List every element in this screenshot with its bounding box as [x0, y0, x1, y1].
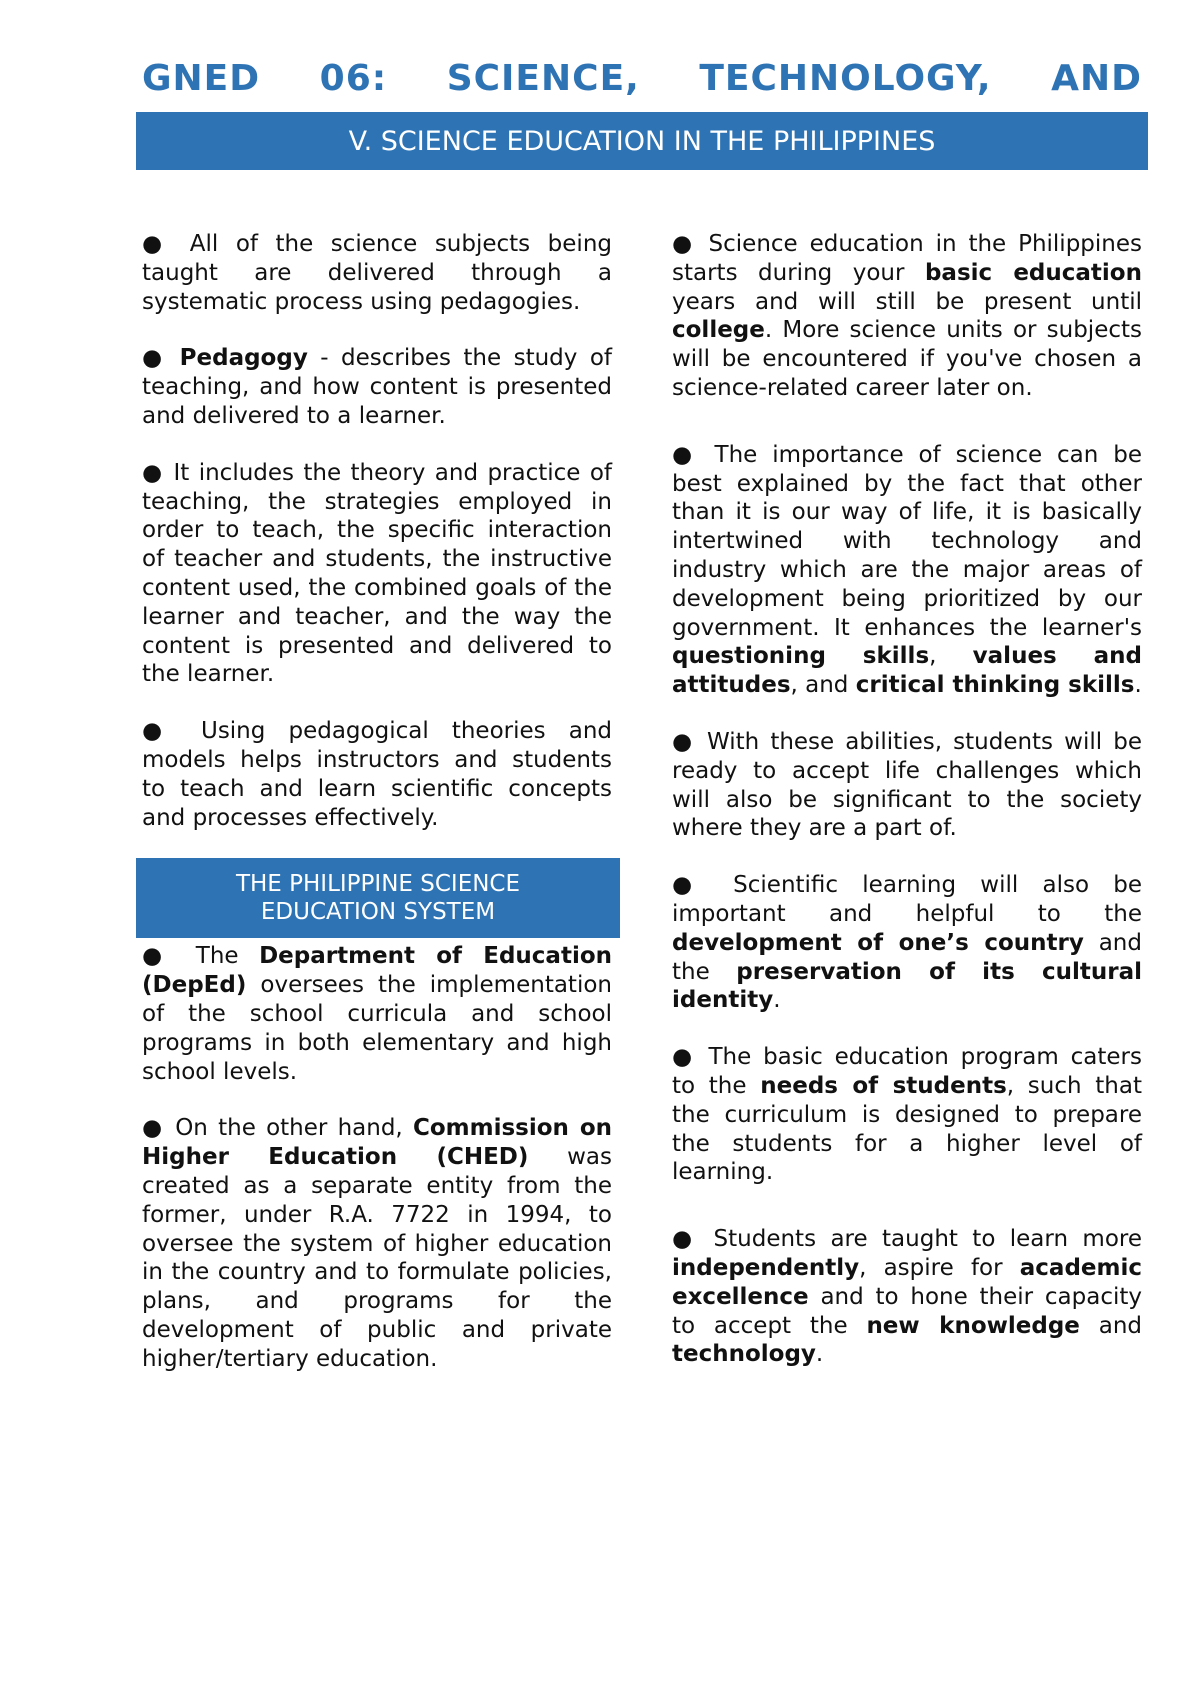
paragraph-students-taught: [672, 1225, 1142, 1369]
left-column: [142, 230, 612, 1374]
paragraph-basic-education-program: [672, 1043, 1142, 1187]
paragraph-pedagogy-includes: ● It includes the theory and practice of teaching, the strategies employed in order to teach, the specific interaction of teacher and students, the instructive content used, the combined goals of the learner and teacher, and the way the content is presented and delivered to the learner.: [142, 459, 612, 688]
text: . More science units or subjects will be encountered if you've chosen a science-related career later on.: [672, 317, 1142, 401]
section-heading-banner: [136, 112, 1148, 170]
term-ched: Commission on Higher Education (CHED): [142, 1115, 612, 1171]
term-needs-of-students: needs of students: [760, 1072, 1007, 1099]
text: ● Scientific learning will also be important and helpful to the: [672, 872, 1142, 927]
term-questioning-skills: questioning skills: [672, 643, 930, 670]
text: - describes the study of teaching, and how content is presented and delivered to a learner.: [142, 345, 613, 429]
text: ● The importance of science can be best explained by the fact that other than it is our way of life, it is basically intertwined with technology and industry which are the major areas of development being prioritized by our government. It enhances the learner's: [672, 441, 1142, 641]
paragraph-deped: [142, 942, 612, 1086]
title-word: TECHNOLOGY,: [699, 58, 992, 99]
paragraph-importance-of-science: [672, 441, 1142, 700]
paragraph-science-education-start: [672, 230, 1142, 403]
paragraph-pedagogy-definition: [142, 344, 612, 430]
term-development: development of one’s country: [672, 929, 1084, 956]
title-word: SCIENCE,: [446, 58, 640, 99]
document-title: [142, 58, 1142, 110]
subheading-line: EDUCATION SYSTEM: [260, 899, 496, 926]
text: was created as a separate entity from the former, under R.A. 7722 in 1994, to oversee the system of higher education in the country and to formulate policies, plans, and programs for the development of public and private higher/tertiary education.: [142, 1144, 613, 1372]
text: , such that the curriculum is designed to prepare the students for a higher level of learning.: [672, 1072, 1142, 1186]
section-heading: V. SCIENCE EDUCATION IN THE PHILIPPINES: [348, 125, 936, 157]
text: ● Students are taught to learn more: [672, 1226, 1142, 1253]
text: and the: [672, 929, 1142, 985]
text: ● The: [142, 943, 260, 970]
paragraph-pedagogical-theories: ● Using pedagogical theories and models helps instructors and students to teach and learn scientific concepts and processes effectively.: [142, 718, 612, 831]
text: .: [815, 1341, 824, 1368]
term-pedagogy: Pedagogy: [179, 345, 308, 372]
term-independently: independently: [672, 1254, 860, 1281]
term-critical-thinking: critical thinking skills: [855, 672, 1135, 699]
text: , and: [790, 672, 856, 699]
title-word: 06:: [319, 58, 388, 99]
subheading-banner: [136, 858, 620, 938]
paragraph-life-challenges: ● With these abilities, students will be ready to accept life challenges which will also be significant to the society where they are a part of.: [672, 728, 1142, 842]
text: ● The basic education program caters to the: [672, 1044, 1142, 1099]
term-academic-excellence: academic excellence: [672, 1254, 1142, 1310]
title-word: AND: [1051, 58, 1142, 99]
term-technology: technology: [672, 1341, 816, 1368]
title-word: GNED: [142, 58, 261, 99]
subheading-line: THE PHILIPPINE SCIENCE: [235, 871, 521, 898]
bullet: ●: [142, 345, 180, 372]
text: years and will still be present until: [672, 288, 1142, 315]
right-column: [672, 230, 1142, 1369]
term-values-attitudes: values and attitudes: [672, 643, 1142, 699]
term-new-knowledge: new knowledge: [866, 1312, 1080, 1339]
term-college: college: [672, 317, 765, 344]
text: .: [1134, 672, 1142, 699]
text: ● On the other hand,: [142, 1115, 413, 1142]
text: .: [773, 987, 781, 1014]
text: ● Science education in the Philippines starts during your: [672, 231, 1142, 286]
term-preservation: preservation of its cultural identity: [672, 958, 1142, 1014]
paragraph-systematic-process: ● All of the science subjects being taught are delivered through a systematic process using pedagogies.: [142, 231, 612, 315]
text: and: [1079, 1312, 1142, 1339]
text: and to hone their capacity to accept the: [672, 1283, 1142, 1339]
term-basic-education: basic education: [924, 259, 1142, 286]
text: , aspire for: [859, 1254, 1020, 1281]
paragraph-ched: [142, 1114, 612, 1373]
term-deped: Department of Education (DepEd): [142, 943, 613, 999]
text: oversees the implementation of the school curricula and school programs in both elementary and high school levels.: [142, 972, 612, 1085]
paragraph-scientific-learning: [672, 871, 1142, 1015]
text: ,: [929, 643, 973, 670]
